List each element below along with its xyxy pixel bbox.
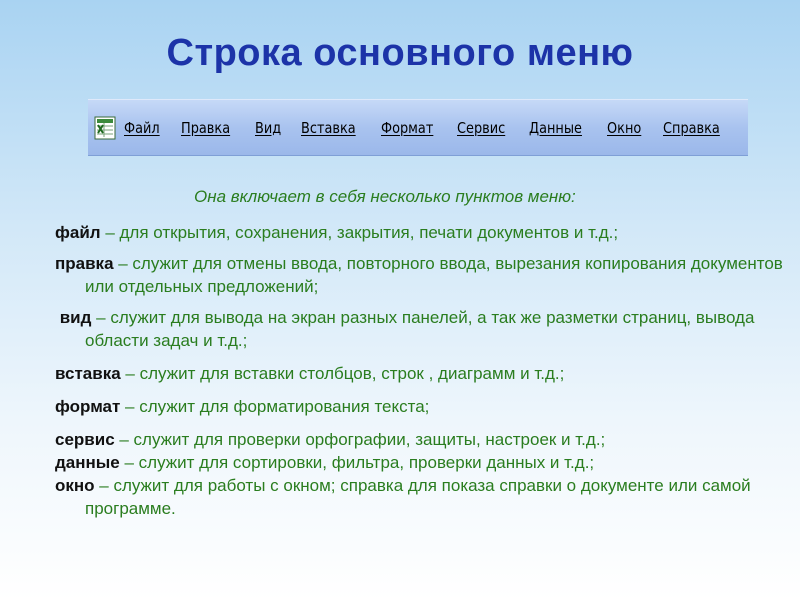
term-insert: вставка	[55, 364, 121, 383]
list-item-data	[55, 451, 795, 474]
menu-item-format[interactable]: Формат	[380, 118, 433, 137]
term-edit: правка	[55, 254, 114, 273]
desc-tools: – служит для проверки орфографии, защиты, настроек и т.д.;	[114, 430, 606, 449]
list-item-tools	[55, 428, 795, 451]
desc-file: – для открытия, сохранения, закрытия, печати документов и т.д.;	[100, 223, 619, 242]
slide-title: Строка основного меню	[166, 32, 634, 74]
excel-app-icon[interactable]	[94, 116, 116, 140]
intro-text: Она включает в себя несколько пунктов меню:	[194, 187, 576, 206]
menu-item-help[interactable]: Справка	[662, 118, 720, 137]
term-view: вид	[55, 308, 92, 327]
list-item-file	[55, 221, 795, 244]
menu-item-file[interactable]: Файл	[124, 118, 160, 137]
menu-item-window[interactable]: Окно	[607, 118, 642, 137]
desc-insert: – служит для вставки столбцов, строк , диаграмм и т.д.;	[120, 364, 565, 383]
term-format: формат	[55, 397, 121, 416]
menu-bar	[88, 99, 748, 156]
desc-format: – служит для форматирования текста;	[120, 397, 430, 416]
menu-item-data[interactable]: Данные	[529, 118, 583, 137]
menu-item-view[interactable]: Вид	[254, 118, 281, 137]
desc-window: – служит для работы с окном; справка для показа справки о документе или самой программе.	[85, 476, 751, 518]
desc-edit: – служит для отмены ввода, повторного ввода, вырезания копирования документов или отдельных предложений;	[85, 254, 783, 296]
list-item-format	[55, 395, 795, 418]
desc-data: – служит для сортировки, фильтра, проверки данных и т.д.;	[119, 453, 595, 472]
term-tools: сервис	[55, 430, 115, 449]
menu-description-list	[55, 221, 795, 520]
term-window: окно	[55, 476, 95, 495]
menu-item-insert[interactable]: Вставка	[300, 118, 356, 137]
desc-view: – служит для вывода на экран разных панелей, а так же разметки страниц, вывода области задач и т.д.;	[85, 308, 755, 350]
list-item-insert	[55, 362, 795, 385]
term-file: файл	[55, 223, 101, 242]
menu-item-edit[interactable]: Правка	[181, 118, 231, 137]
list-item-edit	[55, 252, 795, 298]
list-item-view	[55, 306, 795, 352]
menu-item-tools[interactable]: Сервис	[457, 118, 506, 137]
term-data: данные	[55, 453, 120, 472]
list-item-window	[55, 474, 795, 520]
